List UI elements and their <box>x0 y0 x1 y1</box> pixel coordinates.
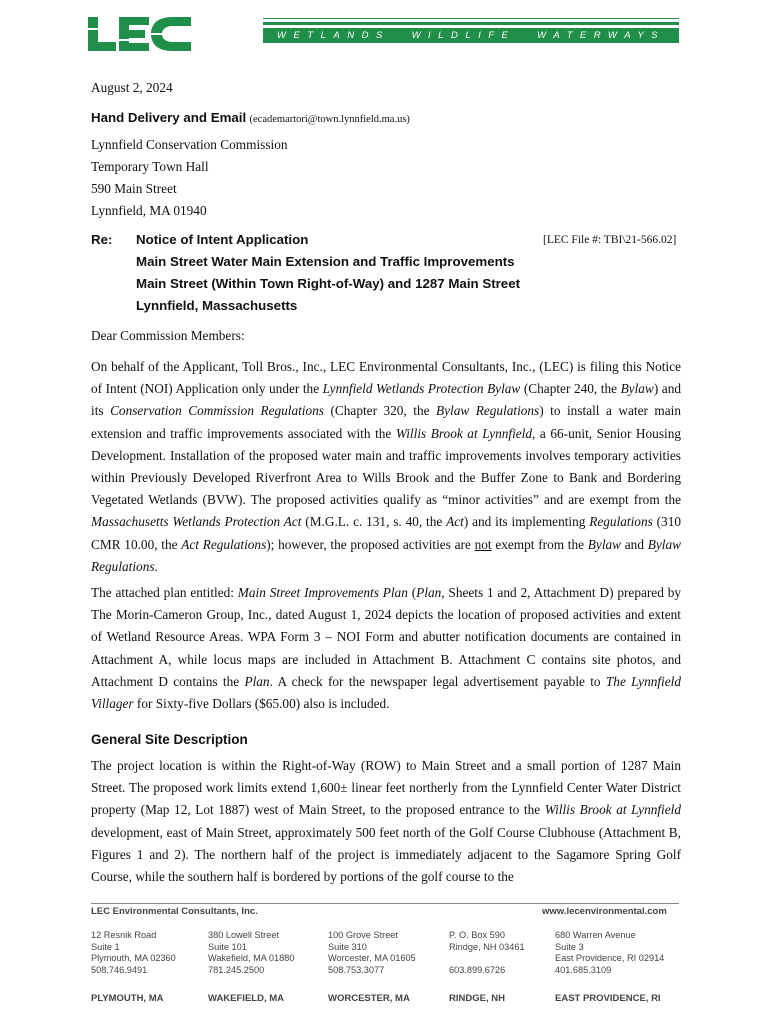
office-city: RINDGE, NH <box>449 993 505 1004</box>
lec-file-number: [LEC File #: TBI\21-566.02] <box>543 234 677 246</box>
recipient-line: Lynnfield, MA 01940 <box>91 203 207 218</box>
recipient-line: Lynnfield Conservation Commission <box>91 137 288 152</box>
lec-logo <box>88 15 192 53</box>
banner-rule <box>263 18 679 19</box>
recipient-line: Temporary Town Hall <box>91 159 209 174</box>
tagline-word: WATERWAYS <box>537 30 665 41</box>
footer-company: LEC Environmental Consultants, Inc. <box>91 906 258 917</box>
recipient-line: 590 Main Street <box>91 181 177 196</box>
office-city: PLYMOUTH, MA <box>91 993 164 1004</box>
paragraph-attachments: The attached plan entitled: Main Street Improvements Plan (Plan, Sheets 1 and 2, Attachment D) prepared by The Morin-Cameron Group, Inc., dated August 1, 2024 depicts the location of proposed activities and extent of Wetland Resource Areas. WPA Form 3 – NOI Form and abutter notification documents are contained in Attachment A, while locus maps are included in Attachment B. Attachment C contains site photos, and Attachment D contains the Plan. A check for the newspaper legal advertisement payable to The Lynnfield Villager for Sixty-five Dollars ($65.00) also is included. <box>91 585 681 712</box>
office-address: P. O. Box 590 Rindge, NH 03461 603.899.6726 <box>449 930 525 975</box>
salutation: Dear Commission Members: <box>91 328 245 343</box>
tagline-banner <box>263 28 679 43</box>
banner-rule-thick <box>263 22 679 25</box>
recipient-address <box>91 134 288 222</box>
delivery-email[interactable]: (ecademartori@town.lynnfield.ma.us) <box>249 114 410 125</box>
re-subject-line: Main Street Water Main Extension and Traffic Improvements <box>136 254 515 269</box>
office-city: WAKEFIELD, MA <box>208 993 284 1004</box>
re-subject-line: Notice of Intent Application <box>136 232 309 247</box>
letter-date: August 2, 2024 <box>91 80 173 95</box>
office-city: EAST PROVIDENCE, RI <box>555 993 661 1004</box>
office-city: WORCESTER, MA <box>328 993 410 1004</box>
footer-divider <box>91 903 679 904</box>
re-subject-line: Lynnfield, Massachusetts <box>136 298 298 313</box>
tagline-word: WETLANDS <box>277 30 390 41</box>
paragraph-intro: On behalf of the Applicant, Toll Bros., Inc., LEC Environmental Consultants, Inc., (LEC) is filing this Notice of Intent (NOI) Application only under the Lynnfield Wetlands Protection Bylaw (Chapter 240, the Bylaw) and its Conservation Commission Regulations (Chapter 320, the Bylaw Regulations) to install a water main extension and traffic improvements associated with the Willis Brook at Lynnfield, a 66-unit, Senior Housing Development. Installation of the proposed water main and traffic improvements involves temporary activities within Previously Developed Riverfront Area to Wills Brook and the Buffer Zone to Bank and Bordering Vegetated Wetlands (BVW). The proposed activities qualify as “minor activities” and are exempt from the Massachusetts Wetlands Protection Act (M.G.L. c. 131, s. 40, the Act) and its implementing Regulations (310 CMR 10.00, the Act Regulations); however, the proposed activities are not exempt from the Bylaw and Bylaw Regulations. <box>91 359 681 574</box>
delivery-method: Hand Delivery and Email <box>91 110 247 125</box>
footer-website[interactable]: www.lecenvironmental.com <box>542 906 667 917</box>
office-address: 680 Warren Avenue Suite 3 East Providence, RI 02914 401.685.3109 <box>555 930 665 975</box>
paragraph-site-description: The project location is within the Right-of-Way (ROW) to Main Street and a small portion of 1287 Main Street. The proposed work limits extend 1,600± linear feet northerly from the Lynnfield Center Water District property (Map 12, Lot 1887) west of Main Street, to the proposed entrance to the Willis Brook at Lynnfield development, east of Main Street, approximately 500 feet north of the Golf Course Clubhouse (Attachment B, Figures 1 and 2). The northern half of the project is immediately adjacent to the Sagamore Spring Golf Course, while the southern half is bordered by portions of the golf course to the <box>91 758 681 885</box>
re-subject-line: Main Street (Within Town Right-of-Way) and 1287 Main Street <box>136 276 521 291</box>
delivery-line <box>91 107 410 131</box>
office-address: 12 Resnik Road Suite 1 Plymouth, MA 02360 508.746.9491 <box>91 930 176 975</box>
re-subject <box>136 229 520 317</box>
tagline-word: WILDLIFE <box>411 30 516 41</box>
office-address: 380 Lowell Street Suite 101 Wakefield, MA 01880 781.245.2500 <box>208 930 295 975</box>
re-label: Re: <box>91 232 113 247</box>
office-address: 100 Grove Street Suite 310 Worcester, MA 01605 508.753.3077 <box>328 930 416 975</box>
section-heading: General Site Description <box>91 732 248 747</box>
